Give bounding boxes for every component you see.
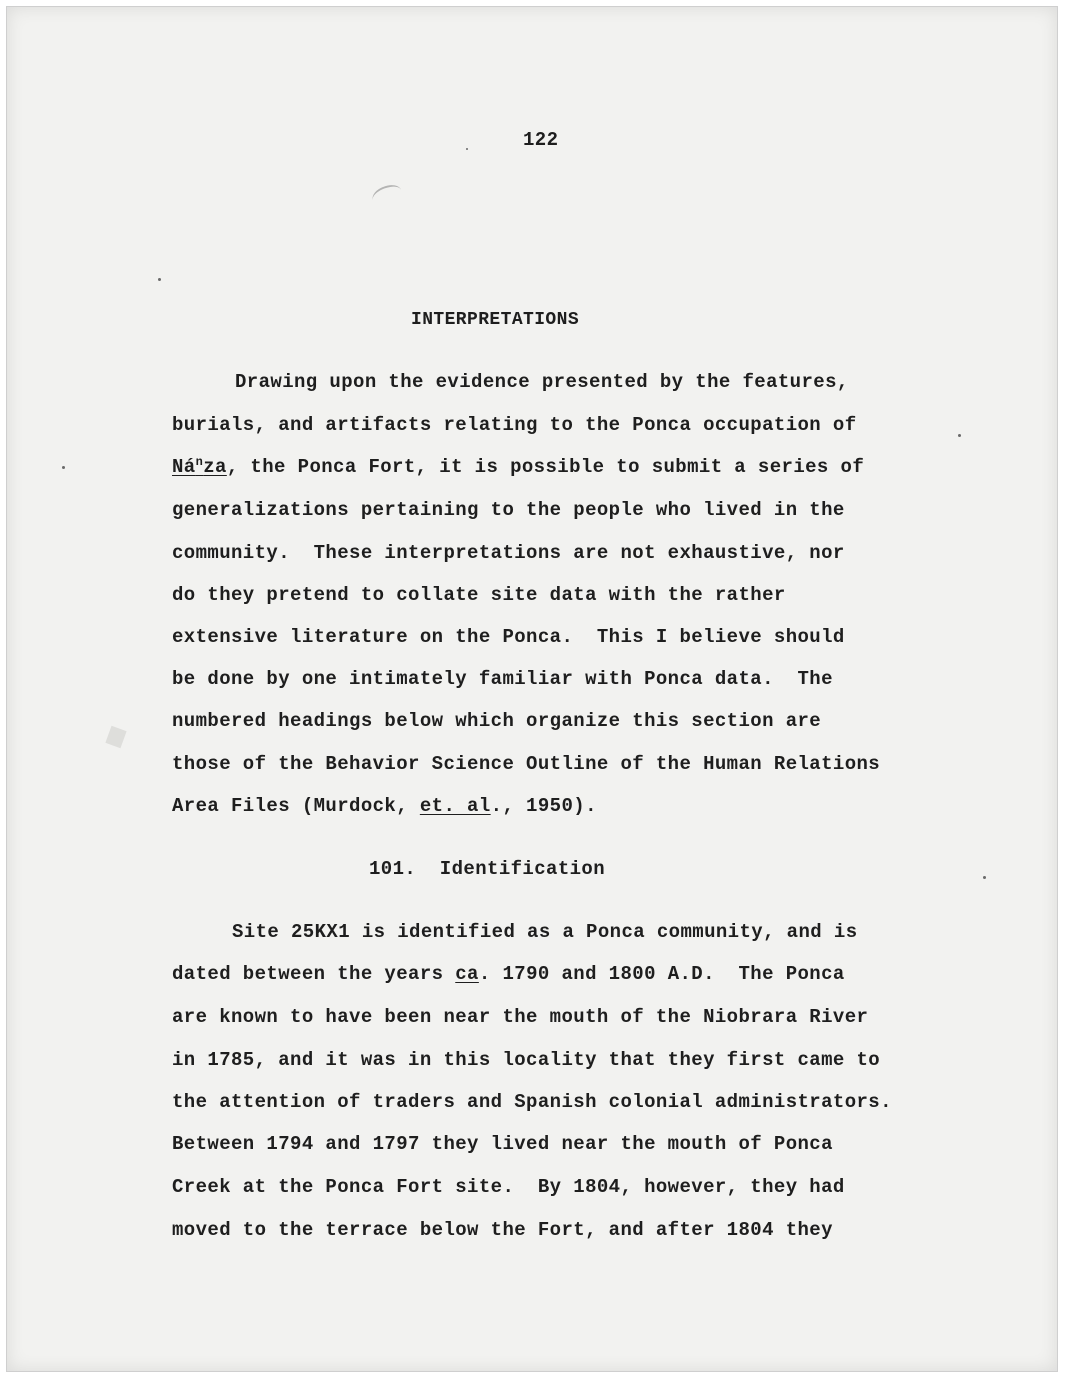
paragraph-line: Drawing upon the evidence presented by the features,	[235, 371, 849, 393]
paragraph-line: burials, and artifacts relating to the Ponca occupation of	[172, 414, 857, 436]
paragraph-line: generalizations pertaining to the people who lived in the	[172, 499, 845, 521]
page-number: 122	[523, 129, 559, 151]
numbered-subheading: 101. Identification	[369, 858, 606, 880]
scan-speck	[958, 434, 961, 437]
circa-abbreviation: ca	[455, 963, 479, 985]
scan-speck	[158, 278, 161, 281]
scan-smudge	[105, 726, 126, 748]
paragraph-line: $Ná^nza$, the Ponca Fort, it is possible to submit a series of	[172, 455, 865, 478]
paragraph-line: dated between the years ca. 1790 and 1800 A.D. The Ponca	[172, 963, 845, 985]
paragraph-line: moved to the terrace below the Fort, and after 1804 they	[172, 1219, 833, 1241]
paragraph-line: be done by one intimately familiar with Ponca data. The	[172, 668, 833, 690]
paragraph-line: the attention of traders and Spanish colonial administrators.	[172, 1091, 892, 1113]
paragraph-line: Site 25KX1 is identified as a Ponca community, and is	[232, 921, 858, 943]
section-heading: INTERPRETATIONS	[411, 310, 580, 330]
scan-speck	[983, 876, 986, 879]
scan-smudge	[370, 181, 404, 208]
paragraph-line: Between 1794 and 1797 they lived near the mouth of Ponca	[172, 1133, 833, 1155]
paragraph-line: Creek at the Ponca Fort site. By 1804, however, they had	[172, 1176, 845, 1198]
paragraph-line: in 1785, and it was in this locality that they first came to	[172, 1049, 881, 1071]
paragraph-line: do they pretend to collate site data with the rather	[172, 584, 786, 606]
scan-speck	[62, 466, 65, 469]
paragraph-line: numbered headings below which organize this section are	[172, 710, 822, 732]
paragraph-line: those of the Behavior Science Outline of the Human Relations	[172, 753, 881, 775]
paragraph-line: community. These interpretations are not exhaustive, nor	[172, 542, 845, 564]
scan-speck	[466, 148, 468, 150]
citation-abbreviation: et. al	[419, 795, 491, 817]
paragraph-line: Area Files (Murdock, et. al., 1950).	[172, 795, 597, 817]
paragraph-line: extensive literature on the Ponca. This I believe should	[172, 626, 845, 648]
place-name: $Ná^nza$	[172, 455, 227, 478]
paragraph-line: are known to have been near the mouth of the Niobrara River	[172, 1006, 869, 1028]
